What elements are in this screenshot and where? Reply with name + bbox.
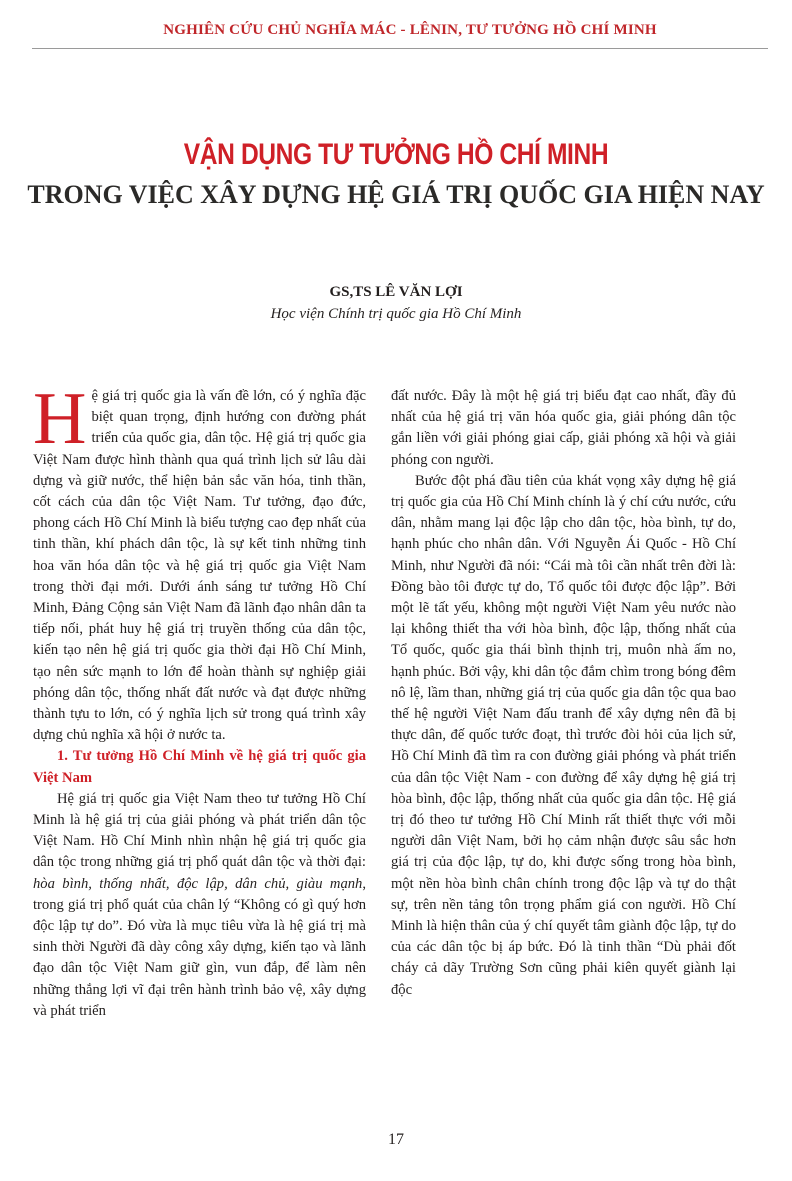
para2-italic: hòa bình, thống nhất, độc lập, dân chủ, giàu mạnh (33, 875, 363, 892)
left-column (33, 378, 366, 1022)
running-head: NGHIÊN CỨU CHỦ NGHĨA MÁC - LÊNIN, TƯ TƯỞNG HỒ CHÍ MINH (163, 22, 657, 38)
para2-text-b: , trong giá trị phổ quát của chân lý “Không có gì quý hơn độc lập tự do”. Đó vừa là mục tiêu vừa là hệ giá trị mà sinh thời Người đã dày công xây dựng, kiến tạo và lãnh đạo dân tộc Việt Nam giữ gìn, vun đắp, để làm nên những thắng lợi vĩ đại trên hành trình bảo vệ, xây dựng và phát triển (33, 875, 366, 1019)
right-column (391, 386, 736, 1001)
header-rule (32, 48, 768, 49)
body-paragraph-3: Bước đột phá đầu tiên của khát vọng xây dựng hệ giá trị quốc gia của Hồ Chí Minh chính là ý chí cứu nước, cứu dân, nhằm mang lại độc lập cho dân tộc, hòa bình, tự do, hạnh phúc cho nhân dân. Với Nguyễn Ái Quốc - Hồ Chí Minh, như Người đã nói: “Cái mà tôi cần nhất trên đời là: Đồng bào tôi được tự do, Tổ quốc tôi được độc lập”. Bởi một lẽ tất yếu, không một người Việt Nam yêu nước nào lại không thiết tha với hòa bình, độc lập, thống nhất của Tổ quốc, quốc gia thái bình thịnh trị, muôn nhà ấm no, hạnh phúc. Bởi vậy, khi dân tộc đắm chìm trong bóng đêm nô lệ, lầm than, những giá trị của quốc gia dân tộc qua bao thế hệ người Việt Nam đấu tranh để xây dựng nên đã bị thực dân, đế quốc tước đoạt, thì trước đòi hỏi của lịch sử, Hồ Chí Minh đã tìm ra con đường giải phóng và phát triển của dân tộc Việt Nam - con đường để xây dựng hệ giá trị hòa bình, độc lập, thống nhất của quốc gia dân tộc. Hệ giá trị đó theo tư tưởng Hồ Chí Minh rất thiết thực với mỗi người dân Việt Nam, bởi họ cảm nhận được sâu sắc hơn giá trị của độc lập, tự do, khi được sống trong hòa bình, một nền hòa bình chân chính trong độc lập và tự do thật sự, trên nền tảng tôn trọng phẩm giá con người. Hồ Chí Minh là hiện thân của ý chí quyết tâm giành độc lập, tự do của các dân tộc bị áp bức. Đó là tinh thần “Dù phải đốt cháy cả dãy Trường Sơn cũng phải kiên quyết giành lại độc (391, 472, 736, 998)
para2-text-a: Hệ giá trị quốc gia Việt Nam theo tư tưởng Hồ Chí Minh là hệ giá trị của giải phóng và phát triển dân tộc Việt Nam. Hồ Chí Minh nhìn nhận hệ giá trị quốc gia dân tộc trong những giá trị phổ quát dân tộc và thời đại: (33, 790, 366, 871)
author-name: GS,TS LÊ VĂN LỢI (329, 284, 463, 300)
body-paragraph-2 (33, 789, 366, 1022)
author-affiliation: Học viện Chính trị quốc gia Hồ Chí Minh (270, 306, 522, 322)
body-paragraph-continued: đất nước. Đây là một hệ giá trị biểu đạt cao nhất, đầy đủ nhất của hệ giá trị văn hóa quốc gia, giải phóng dân tộc gắn liền với giải phóng giai cấp, giải phóng xã hội và giải phóng con người. (391, 388, 736, 468)
intro-text: ệ giá trị quốc gia là vấn đề lớn, có ý nghĩa đặc biệt quan trọng, định hướng con đường phát triển của quốc gia, dân tộc. Hệ giá trị quốc gia Việt Nam được hình thành qua quá trình lịch sử lâu dài dựng và giữ nước, thể hiện bản sắc văn hóa, tinh thần, cốt cách của dân tộc Việt Nam. Tư tưởng, đạo đức, phong cách Hồ Chí Minh là biểu tượng cao đẹp nhất của tinh thần, khí phách dân tộc, là sự kết tinh những tinh hoa văn hóa dân tộc và hệ giá trị quốc gia Việt Nam trong thời đại mới. Dưới ánh sáng tư tưởng Hồ Chí Minh, Đảng Cộng sản Việt Nam đã lãnh đạo nhân dân ta tiếp nối, phát huy hệ giá trị truyền thống của dân tộc, kiến tạo nên hệ giá trị quốc gia thời đại Hồ Chí Minh, tạo nên sức mạnh to lớn để hoàn thành sự nghiệp giải phóng dân tộc, thống nhất đất nước và đạt được những thành tựu to lớn, có ý nghĩa lịch sử trong quá trình xây dựng chủ nghĩa xã hội ở nước ta. (33, 388, 366, 744)
intro-paragraph (33, 378, 366, 746)
section-heading: 1. Tư tưởng Hồ Chí Minh về hệ giá trị quốc gia Việt Nam (33, 748, 366, 786)
article-title-line1: VẬN DỤNG TƯ TƯỞNG HỒ CHÍ MINH (183, 138, 609, 171)
drop-cap: H (33, 378, 87, 460)
page-number: 17 (388, 1131, 404, 1148)
article-title-line2: TRONG VIỆC XÂY DỰNG HỆ GIÁ TRỊ QUỐC GIA HIỆN NAY (27, 180, 765, 209)
